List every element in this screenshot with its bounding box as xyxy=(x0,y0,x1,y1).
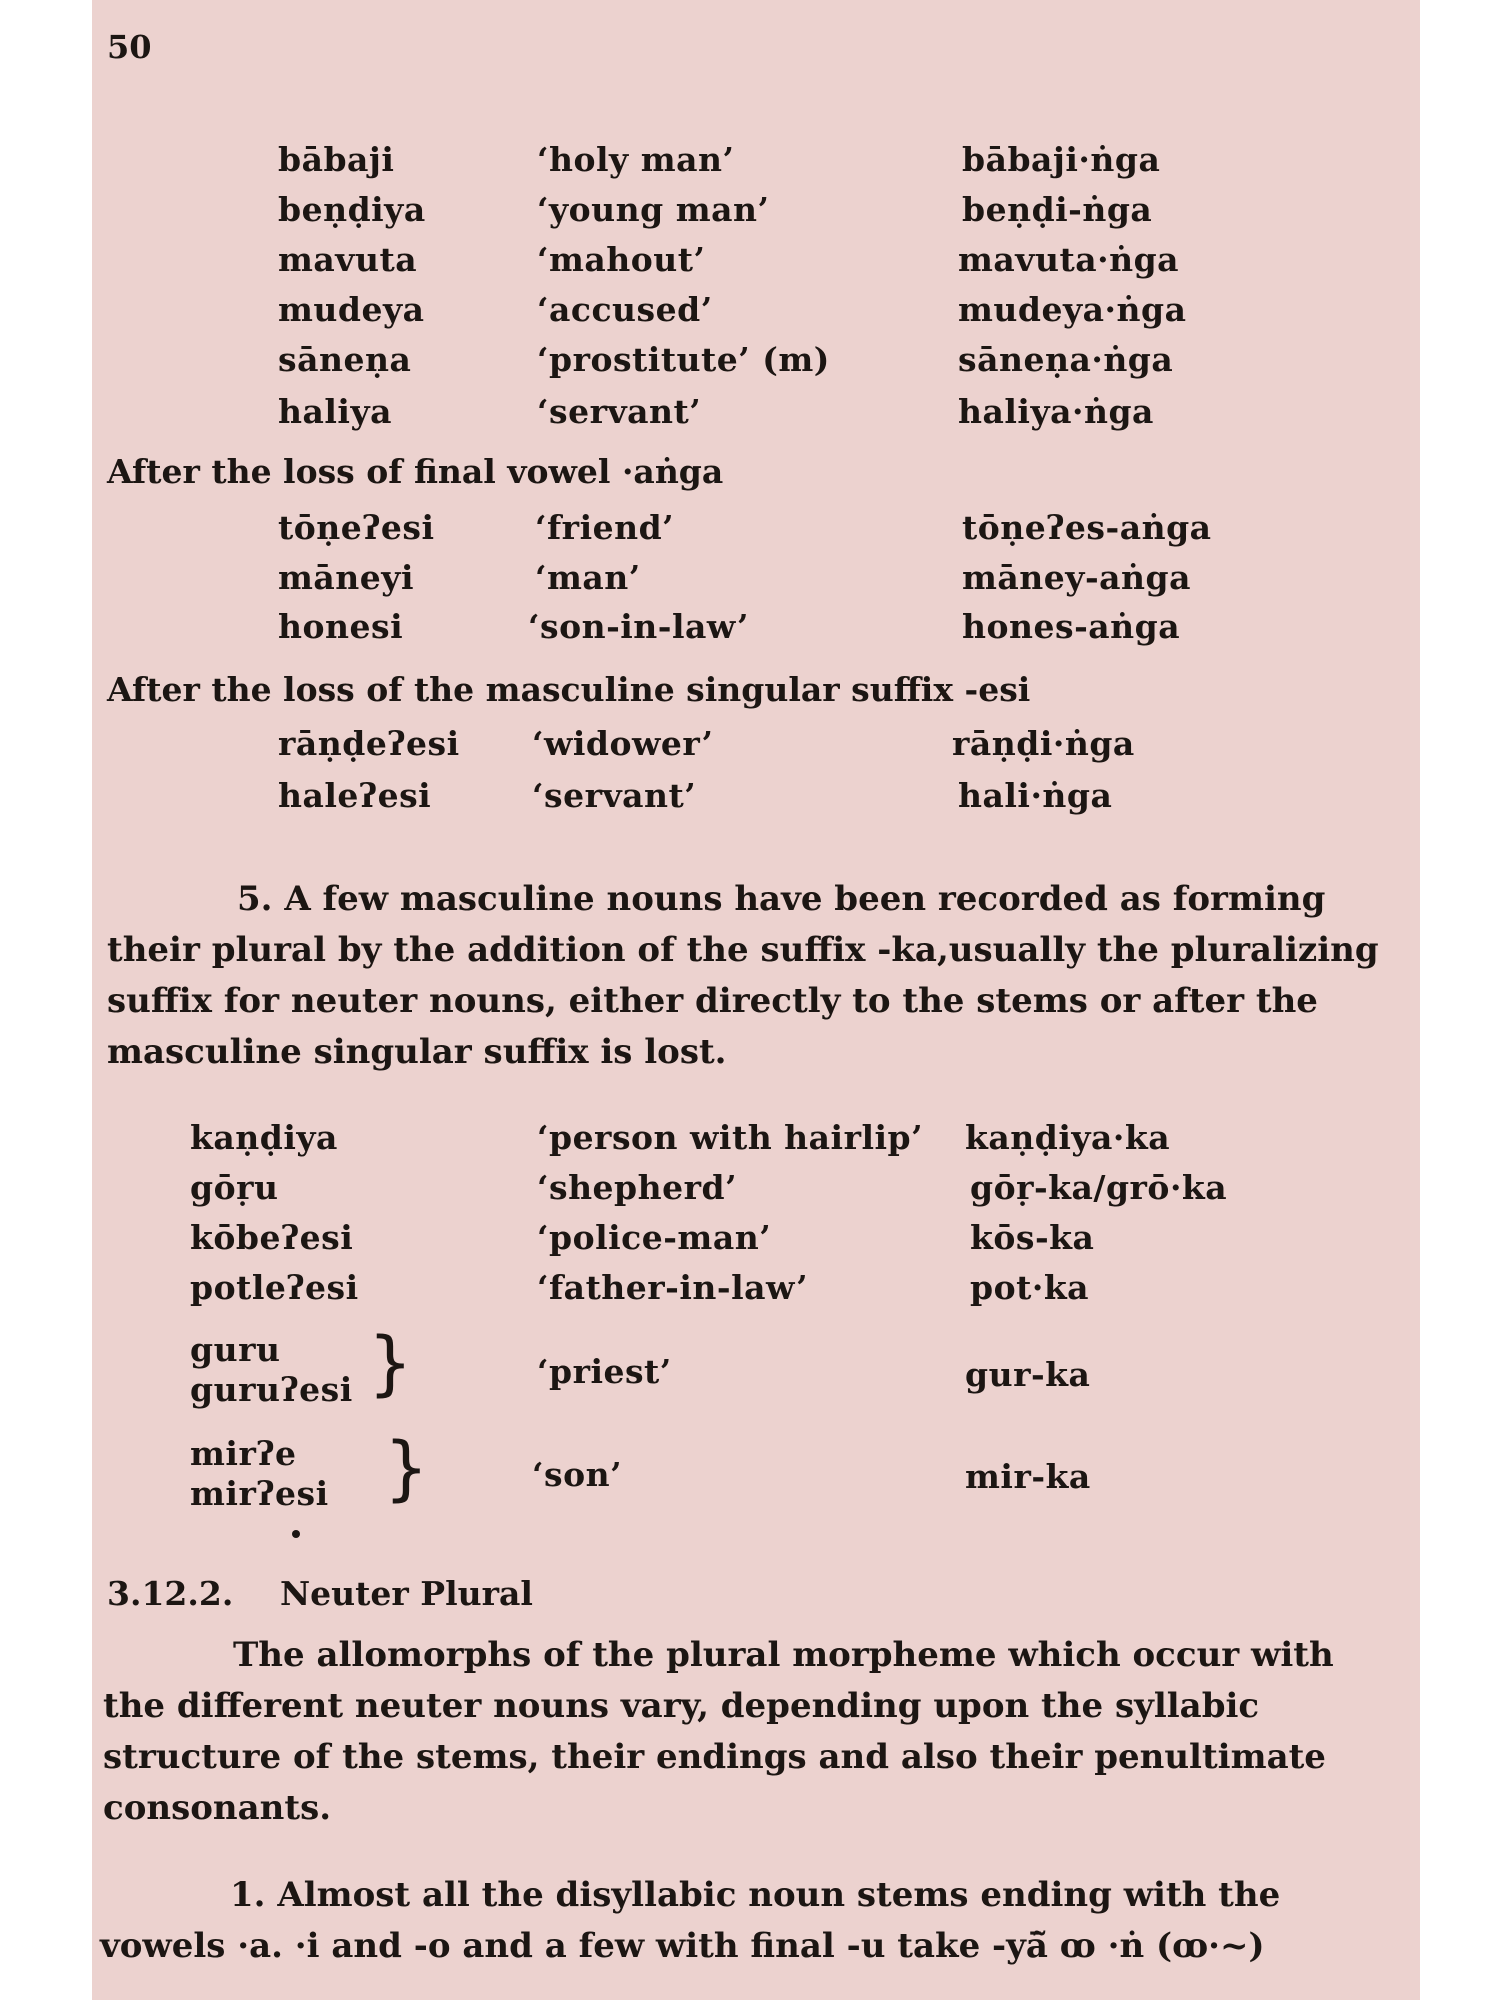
list-word: mirʔesi xyxy=(190,1474,329,1513)
ink-spot xyxy=(292,1530,300,1538)
list-gloss: ‘priest’ xyxy=(537,1352,672,1391)
list-plural: rāṇḍi·ṅga xyxy=(952,724,1135,763)
list-word: gōṛu xyxy=(190,1168,279,1207)
list-plural: mudeya·ṅga xyxy=(958,290,1187,329)
list-plural: gur-ka xyxy=(965,1355,1091,1394)
list-gloss: ‘father-in-law’ xyxy=(537,1268,809,1307)
list-word: haleʔesi xyxy=(278,776,432,815)
list-gloss: ‘servant’ xyxy=(537,392,702,431)
list-word: kaṇḍiya xyxy=(190,1118,338,1157)
paragraph-line: vowels ·a. ·i and -o and a few with final -u take -yā̃ ꝏ ·ṅ (ꝏ·~) xyxy=(100,1926,1265,1966)
list-gloss: ‘police-man’ xyxy=(537,1218,772,1257)
list-word: guruʔesi xyxy=(190,1370,353,1409)
list-gloss: ‘servant’ xyxy=(532,776,697,815)
list-word: sāneṇa xyxy=(278,340,412,379)
list-word: kōbeʔesi xyxy=(190,1218,354,1257)
list-gloss: ‘accused’ xyxy=(537,290,713,329)
list-gloss: ‘person with hairlip’ xyxy=(537,1118,924,1157)
list-gloss: ‘mahout’ xyxy=(537,240,706,279)
list-plural: pot·ka xyxy=(970,1268,1090,1307)
paragraph-allomorphs xyxy=(103,1630,1393,1834)
list-word: mudeya xyxy=(278,290,425,329)
paragraph-line: their plural by the addition of the suffix -ka,usually the pluralizing xyxy=(107,930,1379,970)
list-plural: mir-ka xyxy=(965,1457,1091,1496)
list-plural: sāneṇa·ṅga xyxy=(958,340,1174,379)
list-word: tōṇeʔesi xyxy=(278,508,435,547)
page-number: 50 xyxy=(107,28,152,66)
list-word: haliya xyxy=(278,392,393,431)
list-plural: haliya·ṅga xyxy=(958,392,1154,431)
list-plural: tōṇeʔes-aṅga xyxy=(962,508,1212,547)
paragraph-line: consonants. xyxy=(103,1788,332,1828)
list-gloss: ‘prostitute’ (m) xyxy=(537,340,830,379)
list-gloss: ‘son’ xyxy=(532,1455,623,1494)
list-word: mavuta xyxy=(278,240,418,279)
section-title: Neuter Plural xyxy=(280,1574,533,1613)
list-word: māneyi xyxy=(278,558,414,597)
paragraph-1 xyxy=(100,1870,1393,1972)
list-plural: hali·ṅga xyxy=(958,776,1113,815)
list-word: mirʔe xyxy=(190,1434,297,1473)
list-plural: bābaji·ṅga xyxy=(962,140,1161,179)
list-plural: kōs-ka xyxy=(970,1218,1095,1257)
list-gloss: ‘shepherd’ xyxy=(537,1168,738,1207)
list-plural: māney-aṅga xyxy=(962,558,1191,597)
list-gloss: ‘man’ xyxy=(535,558,641,597)
paragraph-line: The allomorphs of the plural morpheme which occur with xyxy=(233,1635,1334,1675)
paragraph-line: the different neuter nouns vary, depending upon the syllabic xyxy=(103,1686,1260,1726)
list-gloss: ‘young man’ xyxy=(537,190,770,229)
list-word: beṇḍiya xyxy=(278,190,426,229)
list-gloss: ‘widower’ xyxy=(532,724,714,763)
paragraph-line: 5. A few masculine nouns have been recorded as forming xyxy=(237,879,1326,919)
list-word: guru xyxy=(190,1330,281,1369)
subheading-masculine-suffix: After the loss of the masculine singular suffix -esi xyxy=(107,670,1031,709)
section-number: 3.12.2. xyxy=(107,1574,234,1613)
list-word: honesi xyxy=(278,607,404,646)
paragraph-line: masculine singular suffix is lost. xyxy=(107,1032,727,1072)
paragraph-line: suffix for neuter nouns, either directly to the stems or after the xyxy=(107,981,1318,1021)
list-plural: kaṇḍiya·ka xyxy=(965,1118,1171,1157)
list-plural: mavuta·ṅga xyxy=(958,240,1180,279)
paragraph-line: 1. Almost all the disyllabic noun stems ending with the xyxy=(230,1875,1281,1915)
list-plural: hones-aṅga xyxy=(962,607,1181,646)
brace-icon: } xyxy=(368,1322,413,1404)
list-gloss: ‘friend’ xyxy=(535,508,675,547)
list-gloss: ‘son-in-law’ xyxy=(528,607,750,646)
list-word: rāṇḍeʔesi xyxy=(278,724,460,763)
list-gloss: ‘holy man’ xyxy=(537,140,735,179)
brace-icon: } xyxy=(384,1427,429,1509)
paragraph-line: structure of the stems, their endings and also their penultimate xyxy=(103,1737,1326,1777)
paragraph-5 xyxy=(107,874,1397,1078)
list-word: potleʔesi xyxy=(190,1268,359,1307)
list-plural: gōṛ-ka/grō·ka xyxy=(970,1168,1228,1207)
list-word: bābaji xyxy=(278,140,395,179)
list-plural: beṇḍi-ṅga xyxy=(962,190,1153,229)
subheading-final-vowel: After the loss of final vowel ·aṅga xyxy=(107,452,724,491)
